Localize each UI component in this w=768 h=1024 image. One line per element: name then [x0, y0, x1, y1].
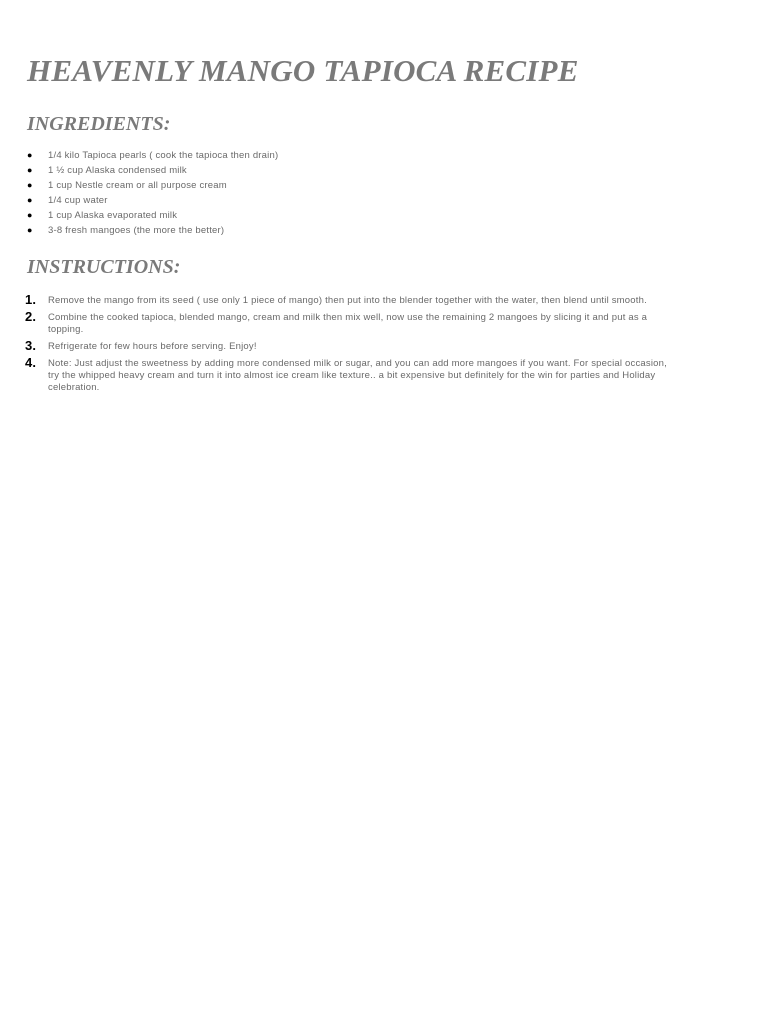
bullet-icon: ●	[27, 180, 33, 190]
instruction-step	[25, 309, 677, 336]
ingredients-list	[27, 148, 728, 238]
ingredient-item	[27, 223, 728, 238]
step-number: 4.	[25, 355, 37, 370]
ingredient-text: 1 ½ cup Alaska condensed milk	[48, 165, 187, 176]
ingredient-item	[27, 208, 728, 223]
step-text: Remove the mango from its seed ( use only 1 piece of mango) then put into the blender together with the water, then blend until smooth.	[48, 295, 647, 306]
recipe-title: HEAVENLY MANGO TAPIOCA RECIPE	[27, 53, 579, 88]
bullet-icon: ●	[27, 150, 33, 160]
step-number: 2.	[25, 309, 37, 324]
bullet-icon: ●	[27, 195, 33, 205]
instructions-list	[25, 292, 677, 394]
ingredient-text: 1/4 cup water	[48, 195, 108, 206]
ingredient-item	[27, 193, 728, 208]
bullet-icon: ●	[27, 210, 33, 220]
step-text: Combine the cooked tapioca, blended mango, cream and milk then mix well, now use the remaining 2 mangoes by slicing it and put as a topping.	[48, 312, 648, 335]
ingredient-item	[27, 148, 728, 163]
step-number: 1.	[25, 292, 37, 307]
instruction-step	[25, 355, 677, 394]
ingredient-text: 1/4 kilo Tapioca pearls ( cook the tapioca then drain)	[48, 150, 279, 161]
step-text: Refrigerate for few hours before serving. Enjoy!	[48, 341, 257, 352]
instructions-heading: INSTRUCTIONS:	[27, 256, 181, 278]
bullet-icon: ●	[27, 165, 33, 175]
instruction-step	[25, 338, 677, 353]
bullet-icon: ●	[27, 225, 33, 235]
step-text: Note: Just adjust the sweetness by adding more condensed milk or sugar, and you can add more mangoes if you want. For special occasion, try the whipped heavy cream and turn it into almost ice cream like texture.. a bit expensive but definitely for the win for parties and Holiday celebration.	[48, 358, 667, 393]
step-number: 3.	[25, 338, 37, 353]
ingredient-text: 1 cup Nestle cream or all purpose cream	[48, 180, 227, 191]
ingredient-item	[27, 163, 728, 178]
ingredient-text: 3-8 fresh mangoes (the more the better)	[48, 225, 225, 236]
ingredient-item	[27, 178, 728, 193]
instruction-step	[25, 292, 677, 307]
ingredient-text: 1 cup Alaska evaporated milk	[48, 210, 178, 221]
ingredients-heading: INGREDIENTS:	[27, 113, 171, 135]
